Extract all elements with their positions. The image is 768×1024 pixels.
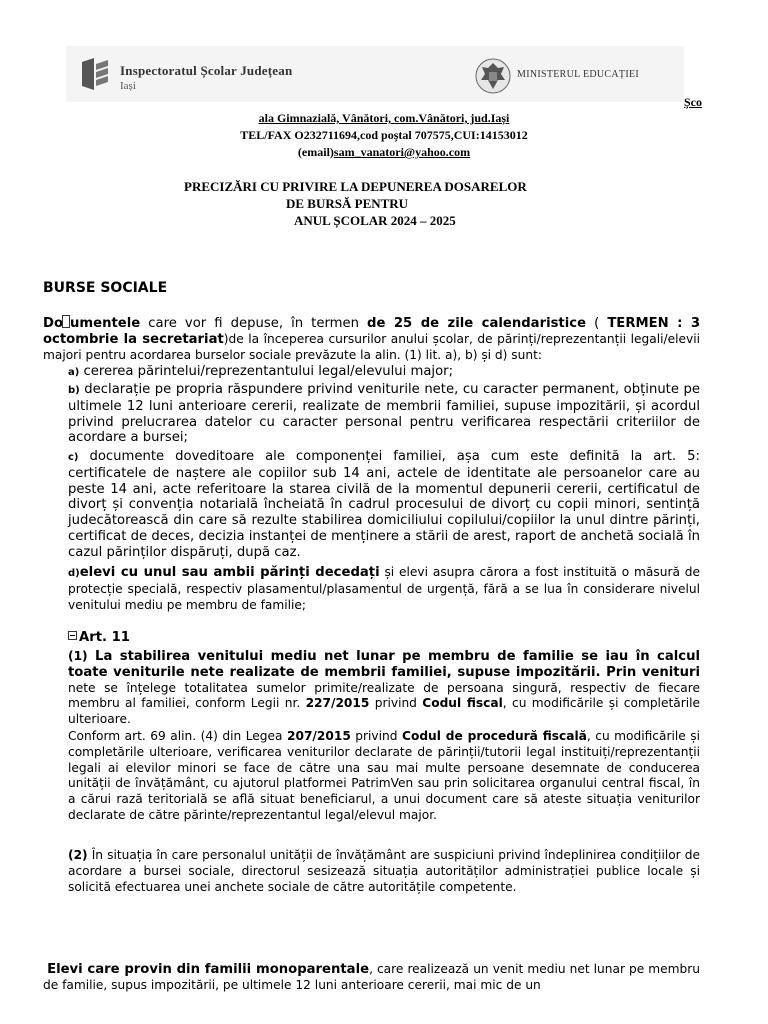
- school-name-fragment: Șco: [684, 95, 702, 109]
- intro-paragraph: Do umentele care vor fi depuse, în termen de 25 de zile calendaristice ( TERMEN : 3 octombrie la secretariat)de la începerea cursurilor anului școlar, de părinți/reprezentanții legali/elevii majori pentru acordarea burselor sociale prevăzute la alin. (1) lit. a), b) și d) sunt:: [43, 316, 701, 362]
- art11-paragraph-1: (1) La stabilirea venitului mediu net lunar pe membru de familie se iau în calcul toate veniturile nete realizate de membrii familiei, supuse impozitării. Prin venituri nete se înțelege totalitatea sumelor primite/realizate de persoana singură, respectiv de fiecare membru al familiei, conform Legii nr. 227/2015 privind Codul fiscal, cu modificările și completările ulterioare.: [68, 649, 700, 727]
- art11-paragraph-2: Conform art. 69 alin. (4) din Legea 207/2015 privind Codul de procedură fiscală, cu modificările și completările ulterioare, verificarea veniturilor declarate de părinții/tutorii legal instituiți/reprezentanții legali ai elevilor minori se face de către una sau mai multe persoane desemnate de conducerea unității de învățământ, cu ajutorul platformei PatrimVen sau prin solicitarea organului central fiscal, în a cărui rază teritorială se află situat beneficiarul, a unui document care să ateste situația veniturilor declarate de către părinte/reprezentantul legal/elevul major.: [68, 729, 700, 822]
- art11-paragraph-3: (2) În situația în care personalul unității de învățământ are suspiciuni privind îndeplinirea condițiilor de acordare a bursei sociale, directorul sesizează situația autorităților administrației publice locale și solicită efectuarea unei anchete sociale de către autoritățile competente.: [68, 848, 700, 894]
- list-item-a: a) cererea părintelui/reprezentantului legal/elevului major;: [68, 364, 454, 379]
- isj-logo-icon: [80, 56, 110, 92]
- ministry-name: MINISTERUL EDUCAȚIEI: [517, 69, 640, 80]
- monoparental-paragraph: Elevi care provin din familii monoparentale, care realizează un venit mediu net lunar pe membru de familie, supus impozitării, pe ultimele 12 luni anterioare cererii, mai mic de un: [43, 962, 701, 992]
- art11-heading: Art. 11: [68, 630, 700, 646]
- school-name: ala Gimnazială, Vânători, com.Vânători, jud.Iași: [258, 111, 510, 125]
- email-label: (email): [297, 145, 334, 159]
- collapse-toggle-icon[interactable]: [68, 631, 77, 640]
- list-item-b: b) declarație pe propria răspundere privind veniturile nete, cu caracter permanent, obținute pe ultimele 12 luni anterioare cererii, realizate de membrii familiei, supuse impozitării, și acordul privind prelucrarea datelor cu caracter personal pentru verificarea respectării criteriilor de acordare a bursei;: [68, 382, 700, 446]
- email-link[interactable]: sam_vanatori@yahoo.com: [333, 145, 471, 159]
- section-heading: BURSE SOCIALE: [43, 280, 168, 296]
- isj-name: Inspectoratul Școlar Județean: [120, 63, 293, 78]
- school-email-line: [0, 145, 768, 160]
- title-line-3: ANUL ȘCOLAR 2024 – 2025: [294, 213, 456, 228]
- list-item-c: c) documente doveditoare ale componenței familiei, așa cum este definită la art. 5: certificatele de naștere ale copiilor sub 14 ani, actele de identitate ale persoanelor care au peste 14 ani, acte referitoare la starea civilă de la momentul depunerii cererii, certificatul de divorț și convenția notarială încheiată în cadrul procesului de divorț cu copii minori, sentință judecătorească din care să rezulte stabilirea domiciliului copilului/copiilor la unul dintre părinți, certificat de deces, decizia instanței de menținere a stării de arest, raport de anchetă socială în cazul părinților dispăruți, după caz.: [68, 449, 700, 560]
- list-item-d: d)elevi cu unul sau ambii părinți decedați și elevi asupra cărora a fost instituită o măsură de protecție specială, respectiv plasamentul/plasamentul de urgență, fără a se lua în considerare nivelul venitului mediu pe membru de familie;: [68, 565, 700, 612]
- isj-city: Iași: [120, 80, 136, 92]
- school-contact: TEL/FAX O232711694,cod poștal 707575,CUI:14153012: [240, 128, 528, 142]
- text-cursor-icon: [62, 315, 70, 328]
- romania-coat-of-arms-icon: [474, 58, 512, 94]
- title-line-1: PRECIZĂRI CU PRIVIRE LA DEPUNEREA DOSARELOR: [184, 179, 527, 194]
- title-line-2: DE BURSĂ PENTRU: [286, 196, 409, 211]
